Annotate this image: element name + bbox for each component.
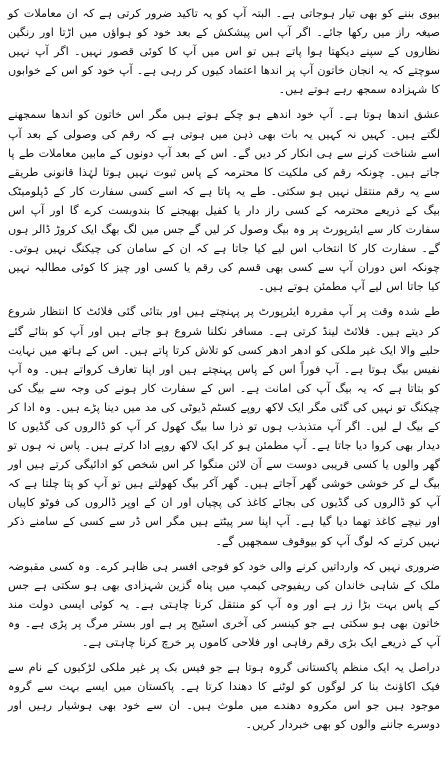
paragraph-4: ضروری نہیں کہ وارداتیں کرنے والی خود کو فوجی افسر ہی ظاہر کرے۔ وہ کسی مقبوضہ ملک کے شاہی خاندان کی ریفیوجی کیمپ میں پناہ گزین شہزادی بھی ہو سکتی ہے جس کے پاس بہت بڑا زر ہے اور وہ آپ کو منتقل کرنا چاہتی ہے۔ یہ کوئی ایسی دولت مند خاتون بھی ہو سکتی ہے جو کینسر کی آخری اسٹیج پر ہے اور بستر مرگ پر پڑی ہے۔ وہ آپ کے ذریعے ایک بڑی رقم رفاہی اور فلاحی کاموں پر خرچ کرنا چاہتی ہے۔ <box>8 559 440 649</box>
paragraph-2: عشق اندھا ہوتا ہے۔ آپ خود اندھے ہو چکے ہوتے ہیں مگر اس خاتون کو اندھا سمجھنے لگتے ہیں۔ کہیں نہ کہیں یہ بات بھی ذہن میں ہوتی ہے کہ رقم کی وصولی کے بعد آپ اسے شناخت کرنے سے ہی انکار کر دیں گے۔ اس کے بعد آپ دونوں کے مابین معاملات طے پا جاتے ہیں۔ چونکہ رقم کی ملکیت کا محترمہ کے پاس ثبوت نہیں ہوتا لہٰذا قانونی طریقے سے یہ رقم منتقل نہیں ہو سکتی۔ طے یہ پاتا ہے کہ اسے کسی سفارت کار کے ڈپلومیٹک بیگ کے ذریعے محترمہ کے کسی راز دار یا کفیل بھیجنے کا بندوبست کرے گا اور آپ اس سفارت کار سے ایئرپورٹ پر وہ بیگ وصول کر لیں گے جس میں لگ بھگ ایک کروڑ ڈالر ہوں گے۔ سفارت کار کا انتخاب اس لیے کیا جاتا ہے کہ ان کے سامان کی چیکنگ نہیں ہوتی۔ چونکہ اس دوران آپ سے کسی بھی قسم کی رقم یا کسی اور چیز کا کوئی مطالبہ نہیں کیا جاتا اس لیے آپ مطمئن ہوتے ہیں۔ <box>8 108 440 294</box>
paragraph-3: طے شدہ وقت پر آپ مقررہ ایئرپورٹ پر پہنچتے ہیں اور بتائی گئی فلائٹ کا انتظار شروع کر دیتے ہیں۔ فلائٹ لینڈ کرتی ہے۔ مسافر نکلنا شروع ہو جاتے ہیں اور آپ کو بتائے گئے حلیے والا ایک غیر ملکی کو ادھر ادھر کسی کو تلاش کرتا پاتے ہیں۔ اس کے ہاتھ میں نہایت نفیس بیگ ہوتا ہے۔ آپ فوراً اس کے پاس پہنچتے ہیں اور اپنا تعارف کرواتے ہیں۔ وہ آپ کو بتاتا ہے کہ یہ بیگ آپ کی امانت ہے۔ اس کے سفارت کار ہونے کی وجہ سے بیگ کی چیکنگ تو نہیں کی گئی مگر ایک لاکھ روپے کسٹم ڈیوٹی کی مد میں دینا پڑے ہیں۔ وہ ادا کر کے بیگ لے لیں۔ اگر آپ متذبذب ہوں تو ذرا سا بیگ کھول کر آپ کو ڈالروں کی گڈیوں کا دیدار بھی کروا دیا جاتا ہے۔ آپ مطمئن ہو کر ایک لاکھ روپے ادا کرتے ہیں۔ پاس نہ ہوں تو گھر والوں یا کسی قریبی دوست سے آن لائن منگوا کر اس شخص کو ادائیگی کرتے ہیں اور بیگ لے کر خوشی خوشی گھر آجاتے ہیں۔ گھر آکر بیگ کھولتے ہیں تو آپ کو پتا چلتا ہے کہ آپ کو ڈالروں کی گڈیوں کی بجائے کاغذ کی پچیاں اور ان کے اوپر ڈالروں کی فوٹو کاپیاں اور نیچے کاغذ تھما دیا گیا ہے۔ آپ اپنا سر پیٹتے ہیں مگر اس ڈر سے کسی کے سامنے ذکر نہیں کرتے کہ لوگ آپ کو بیوقوف سمجھیں گے۔ <box>8 305 440 548</box>
paragraph-5: دراصل یہ ایک منظم پاکستانی گروہ ہوتا ہے جو فیس بک پر غیر ملکی لڑکیوں کے نام سے فیک اکاؤنٹ بنا کر لوگوں کو لوٹنے کا دھندا کرتا ہے۔ پاکستان میں ایسے بہت سے گروہ موجود ہیں جو اس مکروہ دھندے میں ملوث ہیں۔ ان سے خود بھی ہوشیار رہیں اور دوسرے جاننے والوں کو بھی خبردار کریں۔ <box>8 661 440 732</box>
paragraph-1: بیوی بننے کو بھی تیار ہوجاتی ہے۔ البتہ آپ کو یہ تاکید ضرور کرتی ہے کہ ان معاملات کو صیغہ راز میں رکھا جائے۔ اگر آپ اس پیشکش کے بعد خود کو ہواؤں میں اڑتا اور رنگین نظاروں کے سپنے دیکھتا ہوا پاتے ہیں تو اس میں آپ کا کوئی قصور نہیں۔ اگر آپ نہیں سوچتے کہ یہ انجان خاتون آپ پر اندھا اعتماد کیوں کر رہی ہے۔ آپ خود کو اس کے خوابوں کا شہزادہ سمجھ رہے ہوتے ہیں۔ <box>8 7 440 97</box>
